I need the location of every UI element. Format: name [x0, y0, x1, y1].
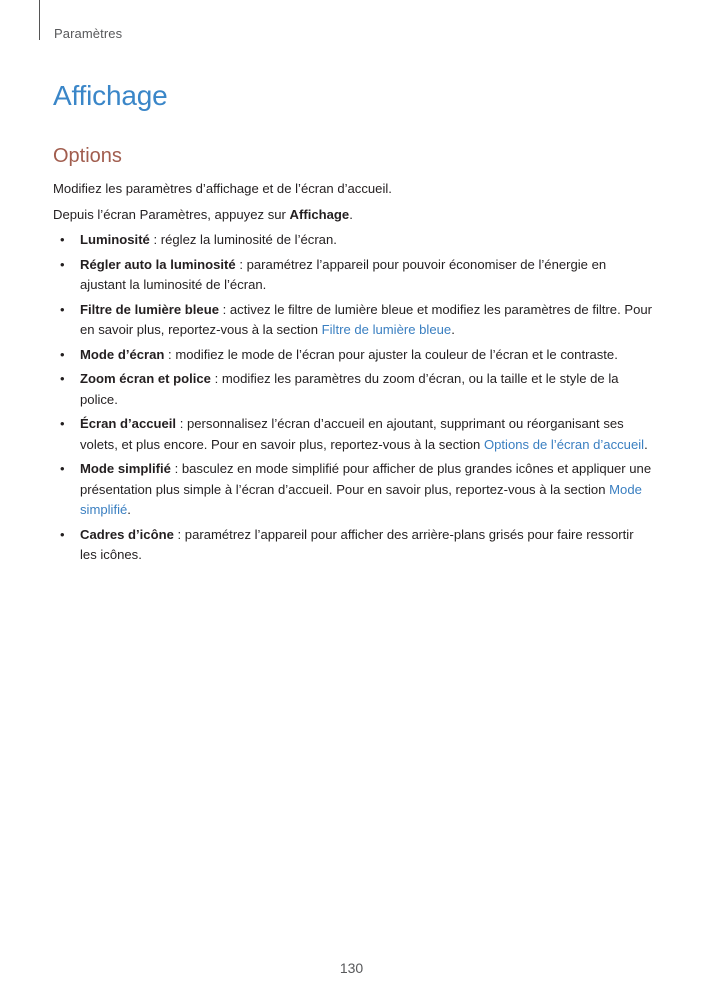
bullet-icon: •: [60, 346, 65, 362]
list-item: [53, 459, 653, 521]
instruction-period: .: [349, 206, 353, 222]
option-term: Filtre de lumière bleue: [80, 301, 219, 317]
page-content: [53, 179, 653, 570]
bullet-icon: •: [60, 371, 65, 386]
option-term: Mode d’écran: [80, 346, 165, 362]
option-term: Luminosité: [80, 232, 150, 247]
option-term: Écran d’accueil: [80, 416, 177, 431]
running-header: Paramètres: [54, 26, 123, 41]
bullet-icon: •: [60, 256, 65, 272]
bullet-icon: •: [60, 526, 65, 542]
list-item: [53, 300, 653, 341]
options-list: [53, 230, 653, 566]
list-item: [53, 414, 653, 455]
option-description: : modifiez les paramètres du zoom d’écran, ou la taille et le style de la police.: [80, 371, 619, 407]
option-description: : basculez en mode simplifié pour afficher de plus grandes icônes et appliquer une présentation plus simple à l’écran d’accueil. Pour en savoir plus, reportez-vous à la section: [80, 461, 652, 497]
section-heading: Options: [53, 145, 122, 167]
list-item: [53, 525, 653, 566]
menu-term-affichage: Affichage: [289, 206, 350, 222]
intro-paragraph: Modifiez les paramètres d’affichage et de l’écran d’accueil.: [53, 181, 392, 196]
option-description: : paramétrez l’appareil pour afficher des arrière-plans grisés pour faire ressortir les icônes.: [80, 526, 634, 562]
list-item: [53, 369, 653, 410]
page-number: 130: [339, 960, 364, 976]
xref-link-filtre-lumiere-bleue[interactable]: Filtre de lumière bleue: [321, 322, 452, 337]
xref-link-mode-simplifie[interactable]: Mode simplifié: [80, 481, 642, 517]
option-description: : réglez la luminosité de l’écran.: [149, 232, 337, 247]
option-term: Cadres d’icône: [80, 526, 174, 542]
bullet-icon: •: [60, 301, 65, 317]
option-term: Régler auto la luminosité: [80, 256, 236, 272]
list-item: [53, 230, 653, 251]
option-description: : personnalisez l’écran d’accueil en ajoutant, supprimant ou réorganisant ses volets, et plus encore. Pour en savoir plus, reportez-vous à la section: [80, 416, 624, 452]
list-item: [53, 255, 653, 296]
option-description: : modifiez le mode de l’écran pour ajuster la couleur de l’écran et le contraste.: [164, 346, 618, 362]
sentence-end: .: [644, 436, 648, 452]
bullet-icon: •: [60, 461, 65, 476]
bullet-icon: •: [60, 232, 65, 247]
option-description: : paramétrez l’appareil pour pouvoir économiser de l’énergie en ajustant la luminosité de l’écran.: [80, 256, 607, 292]
list-item: [53, 345, 653, 366]
option-description: : activez le filtre de lumière bleue et modifiez les paramètres de filtre. Pour en savoir plus, reportez-vous à la section: [80, 301, 652, 337]
page-title: Affichage: [53, 80, 168, 111]
instruction-paragraph: [53, 205, 653, 226]
sentence-end: .: [127, 502, 131, 517]
instruction-text: Depuis l’écran Paramètres, appuyez sur: [53, 206, 290, 222]
option-term: Mode simplifié: [80, 461, 171, 476]
xref-link-options-ecran-accueil[interactable]: Options de l’écran d’accueil: [483, 436, 645, 452]
sentence-end: .: [451, 322, 455, 337]
bullet-icon: •: [60, 416, 65, 431]
option-term: Zoom écran et police: [80, 371, 211, 386]
margin-rule: [39, 0, 40, 40]
